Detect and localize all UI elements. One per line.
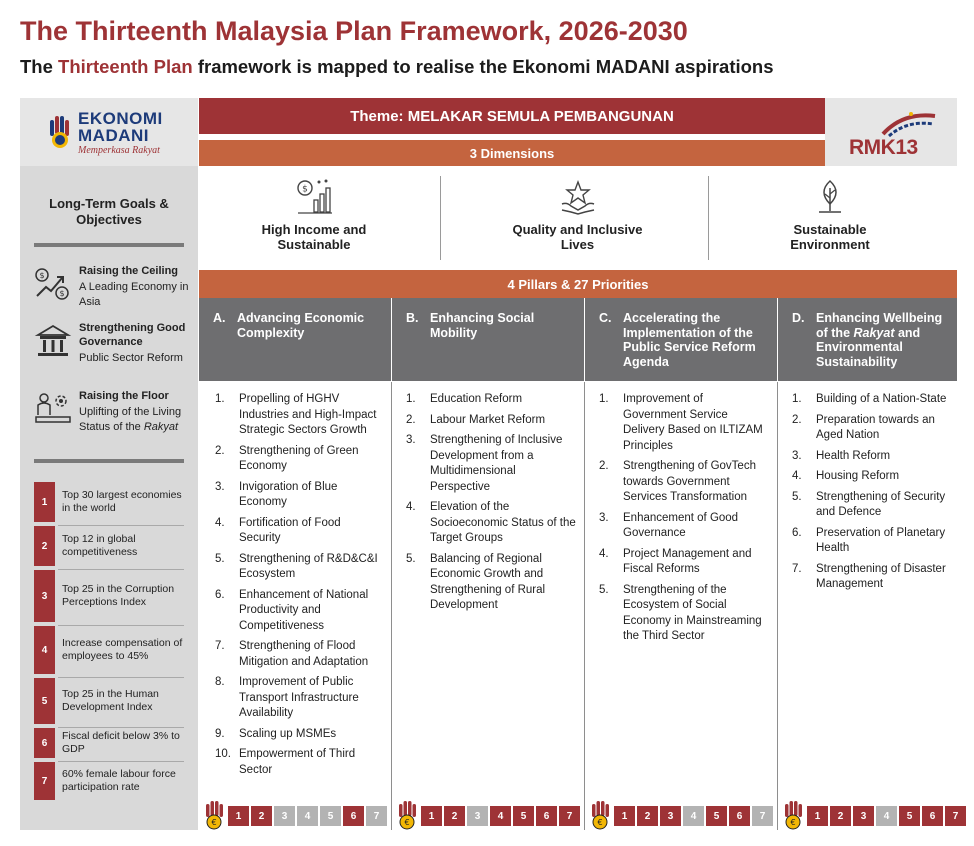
priority-item [406, 413, 578, 429]
priority-item [215, 480, 385, 511]
svg-text:$: $ [59, 289, 65, 298]
priority-number: 9. [215, 727, 225, 740]
priority-item [215, 588, 385, 635]
priority-text: Labour Market Reform [430, 413, 546, 426]
priority-text: Improvement of Government Service Delivery Based on ILTIZAM Principles [623, 393, 763, 452]
priority-number: 4. [406, 501, 416, 513]
priority-number: 1. [406, 393, 416, 405]
long-term-goals-title: Long-Term Goals & Objectives [49, 196, 169, 227]
priority-text: Education Reform [430, 393, 523, 405]
target-indicator: 2 [251, 806, 272, 826]
priority-text: Empowerment of Third Sector [239, 748, 356, 776]
target-indicator: 2 [637, 806, 658, 826]
priority-number: 2. [792, 413, 802, 426]
ekonomi-madani-logo [20, 98, 198, 166]
target-row: 1 Top 30 largest economies in the world [34, 482, 184, 522]
pillars-bar: 4 Pillars & 27 Priorities [199, 270, 957, 298]
target-indicator: 1 [228, 806, 249, 826]
page-title: The Thirteenth Malaysia Plan Framework, 2026-2030 [20, 16, 688, 46]
madani-hand-coin-icon [590, 800, 612, 830]
logo-tagline: Memperkasa Rakyat [78, 145, 160, 156]
target-grid [614, 806, 773, 826]
madani-hand-icon [48, 114, 72, 150]
priority-number: 2. [215, 444, 225, 457]
target-indicator: 4 [876, 806, 897, 826]
priority-text: Project Management and Fiscal Reforms [623, 547, 752, 575]
priority-item [599, 511, 767, 542]
target-indicator: 6 [922, 806, 943, 826]
target-indicator: 6 [536, 806, 557, 826]
priority-item [215, 552, 385, 583]
rmk13-logo: RMK13 [825, 98, 957, 166]
target-indicator: 7 [366, 806, 387, 826]
priority-item [215, 675, 385, 722]
priority-number: 1. [792, 393, 802, 405]
target-indicator: 6 [343, 806, 364, 826]
priority-number: 4. [792, 470, 802, 482]
people-gear-icon [34, 391, 72, 427]
dimension-quality-lives: Quality and Inclusive Lives [445, 172, 710, 264]
target-indicator: 5 [899, 806, 920, 826]
target-indicator: 7 [945, 806, 966, 826]
priority-number: 8. [215, 676, 225, 688]
pillar-a-priorities [215, 392, 385, 783]
priority-number: 2. [406, 413, 416, 426]
theme-banner: Theme: MELAKAR SEMULA PEMBANGUNAN [199, 98, 825, 134]
target-indicator: 3 [660, 806, 681, 826]
target-indicator: 3 [853, 806, 874, 826]
priority-item [599, 392, 767, 454]
priority-text: Housing Reform [816, 470, 900, 482]
target-indicator: 1 [614, 806, 635, 826]
pillar-d-priorities [792, 392, 960, 598]
target-row: 6 Fiscal deficit below 3% to GDP [34, 728, 184, 758]
divider [34, 459, 184, 463]
priority-number: 5. [406, 552, 416, 565]
logo-line2: MADANI [78, 126, 149, 145]
goal-raising-ceiling: $ $ Raising the Ceiling A Leading Economy in Asia [34, 264, 194, 312]
divider [391, 382, 392, 830]
priority-number: 6. [215, 588, 225, 601]
target-row: 3 Top 25 in the Corruption Perceptions Index [34, 570, 184, 622]
priority-number: 3. [792, 449, 802, 462]
target-indicator: 3 [274, 806, 295, 826]
pillar-b-header: B. Enhancing Social Mobility [392, 298, 584, 381]
target-indicator: 4 [297, 806, 318, 826]
priority-item [599, 459, 767, 506]
coin-growth-chart-icon [295, 178, 333, 216]
svg-text:$: $ [302, 184, 308, 195]
target-indicator: 2 [444, 806, 465, 826]
priority-text: Strengthening of Flood Mitigation and Adaptation [239, 640, 369, 668]
priority-item [406, 392, 578, 408]
dimensions-bar: 3 Dimensions [199, 140, 825, 166]
priority-number: 4. [215, 516, 225, 529]
divider [34, 243, 184, 247]
target-row: 5 Top 25 in the Human Development Index [34, 678, 184, 724]
priority-text: Health Reform [816, 449, 891, 462]
target-indicator: 6 [729, 806, 750, 826]
priority-text: Building of a Nation-State [816, 393, 947, 405]
government-building-icon [34, 323, 72, 359]
priority-item [215, 747, 385, 778]
rmk13-emblem-icon [881, 108, 937, 138]
priority-text: Elevation of the Socioeconomic Status of the Target Groups [430, 501, 576, 544]
priority-item [792, 562, 960, 593]
tree-leaf-icon [811, 178, 849, 216]
priority-item [215, 727, 385, 743]
priority-text: Strengthening of Inclusive Development from a Multidimensional Perspective [430, 434, 563, 493]
priority-number: 7. [792, 562, 802, 575]
target-indicator: 5 [513, 806, 534, 826]
priority-item [215, 392, 385, 439]
priority-item [215, 639, 385, 670]
target-indicator: 1 [421, 806, 442, 826]
priority-item [599, 547, 767, 578]
madani-hand-coin-icon [397, 800, 419, 830]
left-column [20, 98, 198, 830]
priority-number: 5. [599, 583, 609, 596]
target-indicator: 4 [683, 806, 704, 826]
svg-text:€: € [597, 818, 603, 827]
target-row: 7 60% female labour force participation rate [34, 762, 184, 800]
footer-strip [20, 818, 198, 830]
target-indicator: 5 [320, 806, 341, 826]
pillar-c-priorities [599, 392, 767, 650]
target-grid [807, 806, 966, 826]
madani-hand-coin-icon [783, 800, 805, 830]
svg-text:€: € [211, 818, 217, 827]
priority-item [792, 526, 960, 557]
priority-number: 5. [215, 552, 225, 565]
page-subtitle: The Thirteenth Plan framework is mapped to realise the Ekonomi MADANI aspirations [20, 56, 774, 77]
priority-text: Fortification of Food Security [239, 516, 341, 544]
priority-number: 6. [792, 526, 802, 539]
priority-number: 3. [215, 480, 225, 493]
target-indicator: 7 [752, 806, 773, 826]
target-indicator: 1 [807, 806, 828, 826]
pillar-c-header: C. Accelerating the Implementation of the Public Service Reform Agenda [585, 298, 777, 381]
svg-text:€: € [404, 818, 410, 827]
priority-number: 4. [599, 547, 609, 560]
priority-number: 1. [599, 393, 609, 405]
target-grid [421, 806, 580, 826]
dimension-sustainable-env: Sustainable Environment [712, 172, 948, 264]
priority-number: 5. [792, 490, 802, 503]
priority-item [792, 392, 960, 408]
priority-number: 1. [215, 393, 225, 405]
madani-hand-coin-icon [204, 800, 226, 830]
priority-item [406, 500, 578, 547]
priority-text: Strengthening of R&D&C&I Ecosystem [239, 552, 378, 580]
priority-item [215, 516, 385, 547]
logo-line1: EKONOMI [78, 109, 163, 128]
priority-text: Improvement of Public Transport Infrastructure Availability [239, 676, 359, 719]
divider [708, 176, 709, 260]
target-indicator: 2 [830, 806, 851, 826]
priority-text: Strengthening of Disaster Management [816, 562, 946, 590]
star-hands-icon [559, 178, 597, 216]
dimension-high-income: $ High Income and Sustainable [199, 172, 429, 264]
target-row: 4 Increase compensation of employees to 45% [34, 626, 184, 674]
pillar-b-priorities [406, 392, 578, 619]
priority-item [792, 490, 960, 521]
target-indicator: 5 [706, 806, 727, 826]
target-grid [228, 806, 387, 826]
target-indicator: 4 [490, 806, 511, 826]
priority-text: Propelling of HGHV Industries and High-Impact Strategic Sectors Growth [239, 393, 377, 436]
priority-item [406, 552, 578, 614]
priority-text: Preservation of Planetary Health [816, 526, 946, 554]
growth-arrow-coins-icon [34, 266, 72, 302]
priority-item [215, 444, 385, 475]
pillar-a-header: A. Advancing Economic Complexity [199, 298, 391, 381]
priority-item [792, 469, 960, 485]
priority-item [599, 583, 767, 645]
priority-item [792, 413, 960, 444]
goal-raising-floor: Raising the Floor Uplifting of the Living Status of the Rakyat [34, 389, 194, 451]
priority-text: Invigoration of Blue Economy [239, 480, 338, 508]
priority-item [406, 433, 578, 495]
goal-good-governance: Strengthening Good Governance Public Sector Reform [34, 321, 194, 377]
priority-text: Balancing of Regional Economic Growth and Strengthening of Rural Development [430, 552, 546, 611]
priority-number: 10. [215, 748, 231, 760]
pillar-d-header: D. Enhancing Wellbeing of the Rakyat and Environmental Sustainability [778, 298, 957, 381]
priority-item [792, 449, 960, 465]
divider [440, 176, 441, 260]
priority-number: 3. [406, 434, 416, 446]
priority-number: 7. [215, 640, 225, 652]
target-row: 2 Top 12 in global competitiveness [34, 526, 184, 566]
svg-text:€: € [790, 818, 796, 827]
priority-text: Preparation towards an Aged Nation [816, 413, 935, 441]
priority-text: Scaling up MSMEs [239, 727, 337, 740]
priority-text: Strengthening of GovTech towards Government Services Transformation [623, 460, 756, 503]
priority-text: Enhancement of National Productivity and Competitiveness [239, 588, 369, 632]
target-indicator: 3 [467, 806, 488, 826]
priority-text: Strengthening of the Ecosystem of Social Economy in Mainstreaming the Third Sector [623, 583, 762, 642]
divider [584, 382, 585, 830]
svg-text:$: $ [39, 271, 45, 280]
target-indicator: 7 [559, 806, 580, 826]
divider [777, 382, 778, 830]
priority-number: 2. [599, 460, 609, 472]
priority-text: Strengthening of Green Economy [239, 444, 359, 472]
priority-number: 3. [599, 511, 609, 524]
priority-text: Strengthening of Security and Defence [816, 490, 946, 518]
priority-text: Enhancement of Good Governance [623, 511, 739, 539]
